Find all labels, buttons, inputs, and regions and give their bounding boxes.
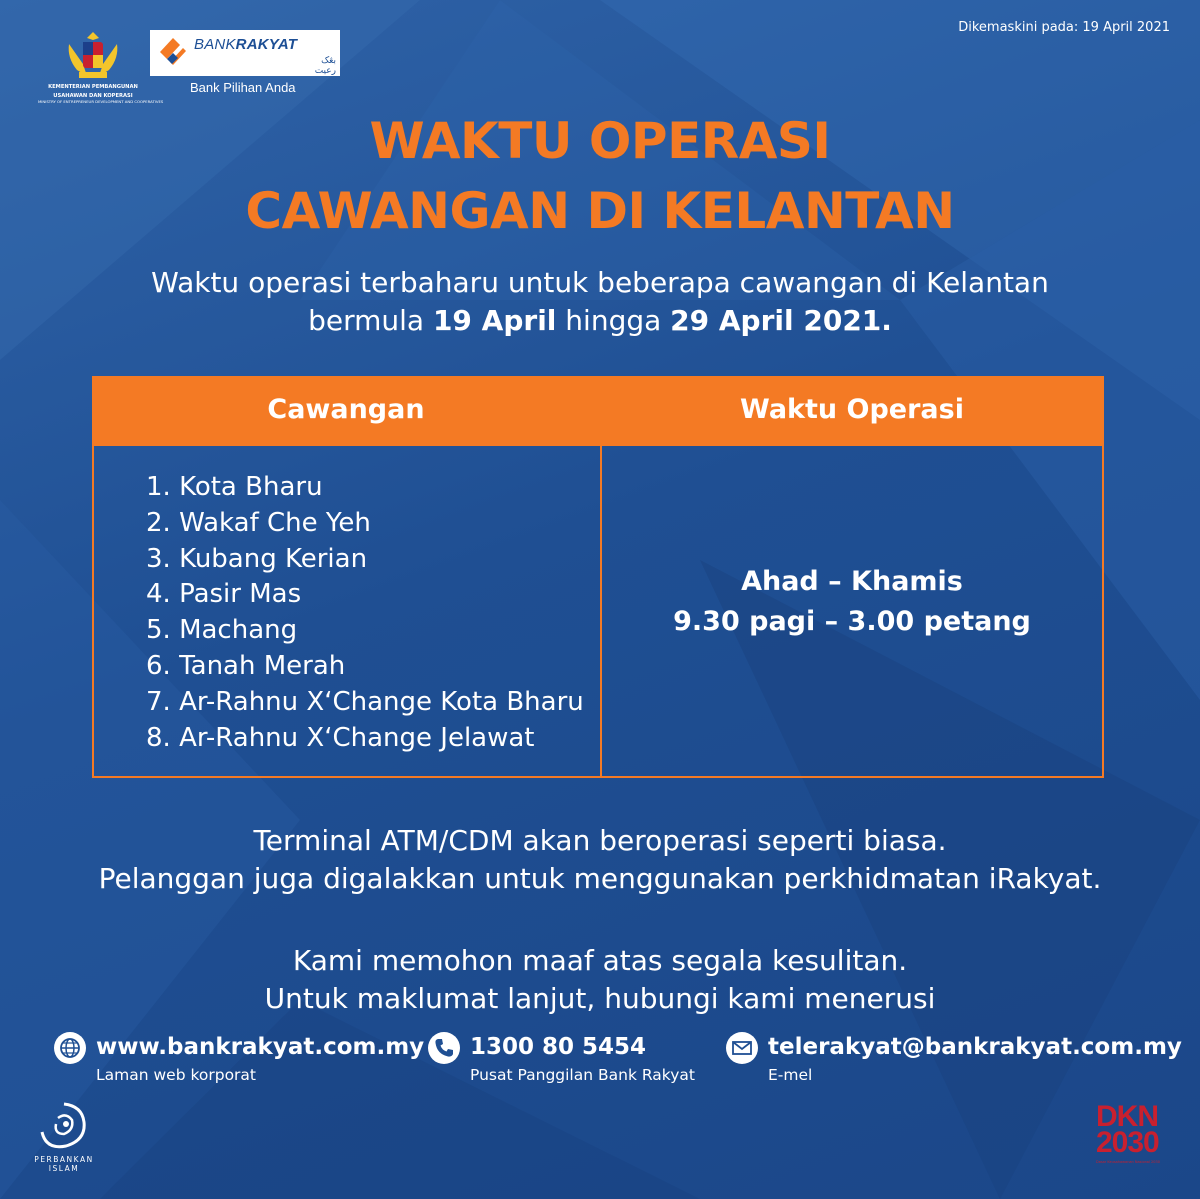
perbankan-islam-icon [36,1100,92,1152]
operating-time: 9.30 pagi – 3.00 petang [673,606,1031,637]
website-label: Laman web korporat [96,1066,257,1084]
phone-number[interactable]: 1300 80 5454 [470,1034,647,1060]
branch-item: 8. Ar-Rahnu X‘Change Jelawat [146,722,535,753]
intro-line1: Waktu operasi terbaharu untuk beberapa cawangan di Kelantan [151,266,1049,299]
phone-icon [428,1032,460,1064]
intro-text [0,264,1200,340]
dkn-wordmark: DKN [1096,1100,1158,1133]
email-address[interactable]: telerakyat@bankrakyat.com.my [768,1034,1182,1060]
branch-item: 2. Wakaf Che Yeh [146,507,371,538]
ministry-name-line1: KEMENTERIAN PEMBANGUNAN [48,84,138,90]
updated-date: Dikemaskini pada: 19 April 2021 [958,20,1170,35]
title-line1: WAKTU OPERASI [369,112,831,170]
col-header-hours: Waktu Operasi [740,394,964,425]
branch-list [146,470,584,756]
start-date: 19 April [432,304,557,337]
mail-icon [726,1032,758,1064]
globe-icon [54,1032,86,1064]
dkn-year: 2030 [1096,1126,1159,1159]
branch-item: 3. Kubang Kerian [146,543,368,574]
col-header-branch: Cawangan [267,394,425,425]
atm-notice [0,822,1200,898]
notice-line3: Kami memohon maaf atas segala kesulitan. [292,944,908,977]
bank-rakyat-jawi: بڠک رعيت [314,56,336,76]
ministry-name-english: MINISTRY OF ENTREPRENEUR DEVELOPMENT AND COOPERATIVES [38,99,164,104]
branch-item: 1. Kota Bharu [146,472,323,502]
branch-item: 7. Ar-Rahnu X‘Change Kota Bharu [146,686,584,717]
bank-rakyat-mark-icon [158,36,188,68]
operating-hours [602,562,1102,642]
notice-line1: Terminal ATM/CDM akan beroperasi seperti biasa. [253,824,947,857]
website-url[interactable]: www.bankrakyat.com.my [96,1034,425,1060]
bank-tagline: Bank Pilihan Anda [190,80,296,95]
operating-days: Ahad – Khamis [741,566,963,597]
operating-hours-table [92,376,1104,780]
branch-item: 4. Pasir Mas [146,579,302,610]
dkn-2030-logo [1096,1102,1170,1172]
intro-line2: bermula 19 April hingga 29 April 2021. [308,304,892,337]
notice-line2: Pelanggan juga digalakkan untuk menggunakan perkhidmatan iRakyat. [98,862,1102,895]
table-header [92,376,1104,446]
branch-item: 6. Tanah Merah [146,650,346,681]
notice-line4: Untuk maklumat lanjut, hubungi kami menerusi [264,982,936,1015]
ministry-name-line2: USAHAWAN DAN KOPERASI [53,92,133,99]
apology-notice [0,942,1200,1018]
branch-item: 5. Machang [146,615,298,646]
email-label: E-mel [768,1066,813,1084]
phone-label: Pusat Panggilan Bank Rakyat [470,1066,695,1084]
title-line2: CAWANGAN DI KELANTAN [245,182,955,240]
bank-rakyat-logo [150,30,340,76]
table-body [92,446,1104,778]
perbankan-islam-label: PERBANKAN ISLAM [34,1155,94,1173]
perbankan-islam-logo [28,1100,100,1173]
end-date: 29 April 2021. [670,304,892,337]
bank-rakyat-wordmark: BANKRAKYAT [194,36,298,53]
coat-of-arms-icon [63,30,123,82]
dkn-caption: Dasar Keusahawanan Nasional 2030 [1096,1160,1160,1164]
ministry-logo [38,30,164,104]
